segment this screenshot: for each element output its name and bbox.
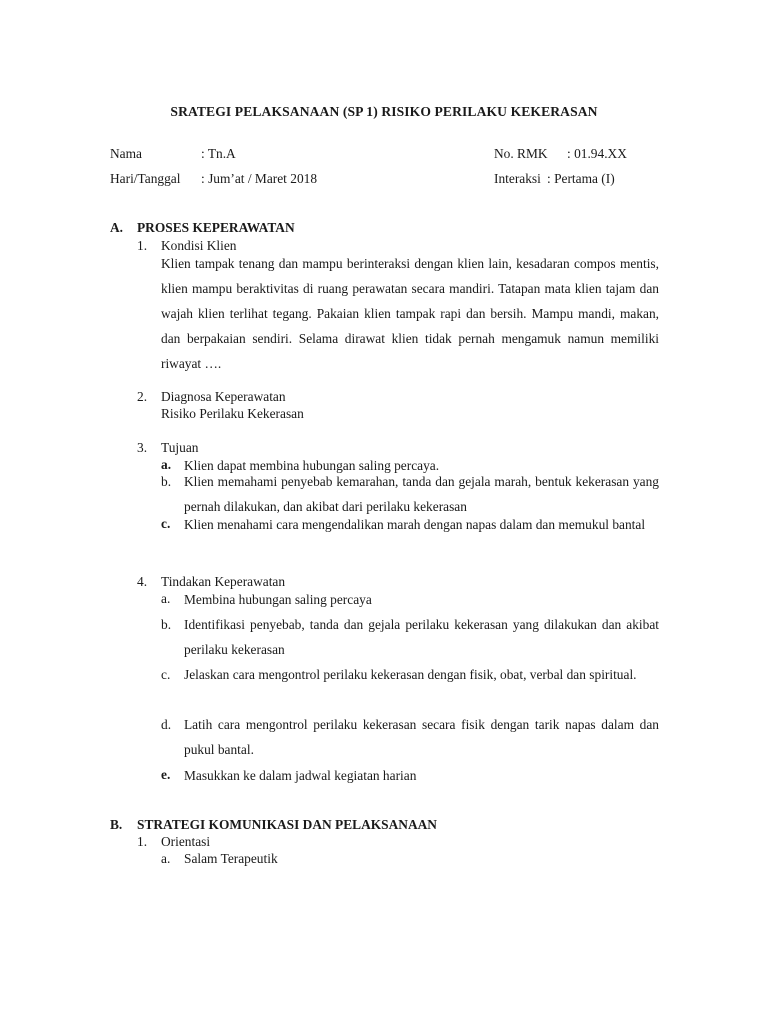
diagnosa-value: Risiko Perilaku Kekerasan (161, 406, 304, 421)
tindakan-a-text: Membina hubungan saling percaya (184, 592, 372, 607)
interaksi-label: Interaksi (494, 171, 541, 186)
kondisi-klien-paragraph: Klien tampak tenang dan mampu berinteraksi dengan klien lain, kesadaran compos mentis, klien mampu beraktivitas di ruang perawatan secara mandiri. Tatapan mata klien tajam dan wajah klien terlihat tegang. Pakaian klien tampak rapi dan bersih. Mampu mandi, makan, dan berpakaian sendiri. Selama dirawat klien tidak pernah mengamuk namun memiliki riwayat …. (161, 256, 659, 371)
interaksi-value: : Pertama (I) (547, 171, 615, 186)
section-b-letter: B. (110, 817, 123, 832)
tindakan-b-letter: b. (161, 617, 172, 632)
tindakan-heading: Tindakan Keperawatan (161, 574, 286, 589)
orientasi-a-text: Salam Terapeutik (184, 851, 278, 866)
tindakan-e-text: Masukkan ke dalam jadwal kegiatan harian (184, 768, 417, 783)
nama-value: : Tn.A (201, 146, 236, 161)
section-a-heading: PROSES KEPERAWATAN (137, 220, 295, 235)
rmk-label: No. RMK (494, 146, 548, 161)
document-title: SRATEGI PELAKSANAAN (SP 1) RISIKO PERILAKU KEKERASAN (170, 104, 598, 119)
tujuan-heading: Tujuan (161, 440, 199, 455)
tindakan-d-text: Latih cara mengontrol perilaku kekerasan secara fisik dengan tarik napas dalam dan pukul bantal. (184, 717, 659, 757)
item-number: 1. (137, 238, 148, 253)
hari-tanggal-value: : Jum’at / Maret 2018 (201, 171, 318, 186)
item-number: 4. (137, 574, 148, 589)
tujuan-a-letter: a. (161, 457, 172, 472)
tindakan-e-letter: e. (161, 767, 171, 782)
item-number: 2. (137, 389, 148, 404)
tindakan-c-text: Jelaskan cara mengontrol perilaku kekerasan dengan fisik, obat, verbal dan spiritual. (184, 667, 637, 682)
nama-label: Nama (110, 146, 142, 161)
diagnosa-heading: Diagnosa Keperawatan (161, 389, 286, 404)
hari-tanggal-label: Hari/Tanggal (110, 171, 181, 186)
orientasi-heading: Orientasi (161, 834, 211, 849)
tujuan-a-text: Klien dapat membina hubungan saling percaya. (184, 458, 440, 473)
tindakan-b-text: Identifikasi penyebab, tanda dan gejala perilaku kekerasan yang dilakukan dan akibat perilaku kekerasan (184, 617, 659, 657)
tujuan-c-letter: c. (161, 516, 171, 531)
section-a-letter: A. (110, 220, 124, 235)
kondisi-klien-heading: Kondisi Klien (161, 238, 237, 253)
tindakan-a-letter: a. (161, 591, 171, 606)
section-b-heading: STRATEGI KOMUNIKASI DAN PELAKSANAAN (137, 817, 437, 832)
item-number: 1. (137, 834, 148, 849)
tujuan-c-text: Klien menahami cara mengendalikan marah dengan napas dalam dan memukul bantal (184, 517, 646, 532)
item-number: 3. (137, 440, 148, 455)
tujuan-b-letter: b. (161, 474, 172, 489)
tindakan-c-letter: c. (161, 667, 171, 682)
orientasi-a-letter: a. (161, 851, 171, 866)
tindakan-d-letter: d. (161, 717, 172, 732)
rmk-value: : 01.94.XX (567, 146, 627, 161)
tujuan-b-text: Klien memahami penyebab kemarahan, tanda dan gejala marah, bentuk kekerasan yang pernah dilakukan, dan akibat dari perilaku kekerasan (184, 474, 659, 514)
